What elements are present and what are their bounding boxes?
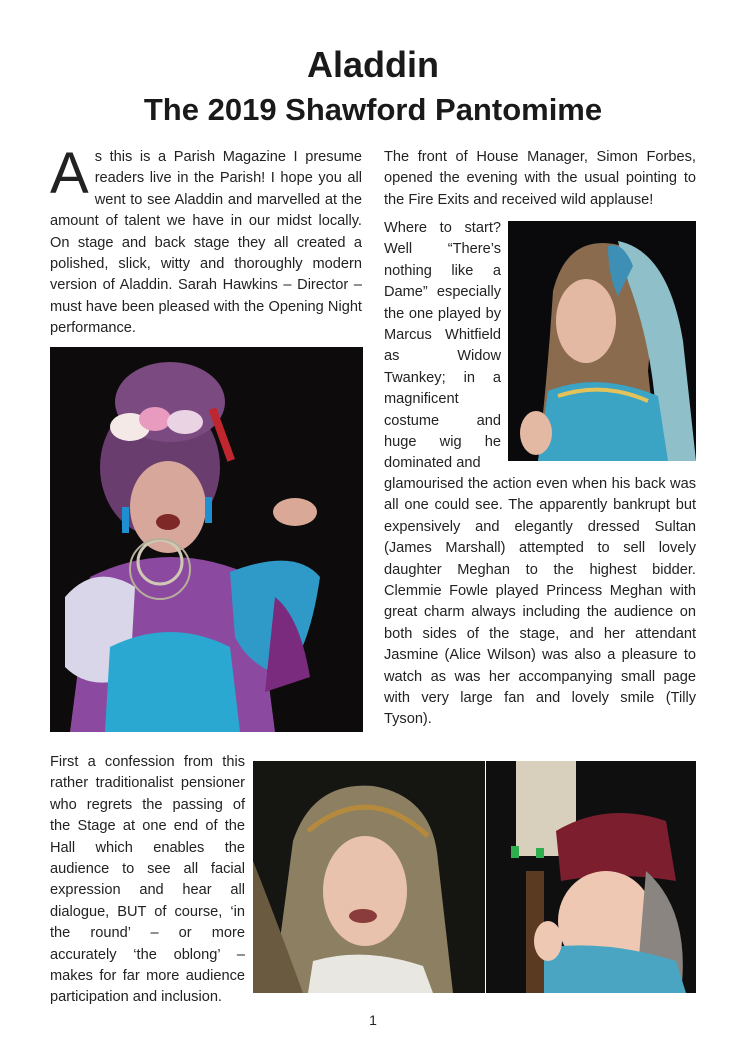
drop-cap: A [50, 141, 89, 206]
page-boy-photo [486, 761, 696, 993]
jasmine-photo [253, 761, 485, 993]
page-number: 1 [369, 1012, 377, 1028]
princess-meghan-photo [508, 221, 696, 461]
confession-paragraph: First a confession from this rather traditionalist pensioner who regrets the passing of the Stage at one end of the Hall which enables the audience to see all facial expression and hear all dialogue, BUT of course, ‘in the round’ – or more accurately ‘the oblong’ – makes for far more audience participation and inclusion. [50, 754, 245, 1006]
widow-twankey-photo [50, 347, 363, 732]
intro-paragraph [50, 141, 362, 340]
dame-paragraph-continued: glamourised the action even when his back was all one could see. The apparently bankrupt but expensively and elegantly dressed Sultan (James Marshall) attempted to sell lovely daughter Meghan to the highest bidder. Clemmie Fowle played Princess Meghan with great charm always including the audience on both sides of the stage, and her attendant Jasmine (Alice Wilson) was also a pleasure to watch as was her accompanying small page with very large fan and lovely smile (Tilly Tyson). [384, 476, 696, 728]
dame-paragraph-start: Where to start? Well “There’s nothing like a Dame” especially the one played by Marcus Whitfield as Widow Twankey; in a magnificent costume and huge wig he dominated and [384, 220, 501, 472]
front-of-house-paragraph: The front of House Manager, Simon Forbes, opened the evening with the usual pointing to the Fire Exits and received wild applause! [384, 149, 696, 208]
intro-text: s this is a Parish Magazine I presume readers live in the Parish! I hope you all went to see Aladdin and marvelled at the amount of talent we have in our midst locally. On stage and back stage they all created a polished, slick, witty and thoroughly modern version of Aladdin. Sarah Hawkins – Director – must have been pleased with the Opening Night performance. [50, 149, 362, 337]
page-title: Aladdin [307, 44, 439, 85]
page-subtitle: The 2019 Shawford Pantomime [143, 92, 603, 127]
